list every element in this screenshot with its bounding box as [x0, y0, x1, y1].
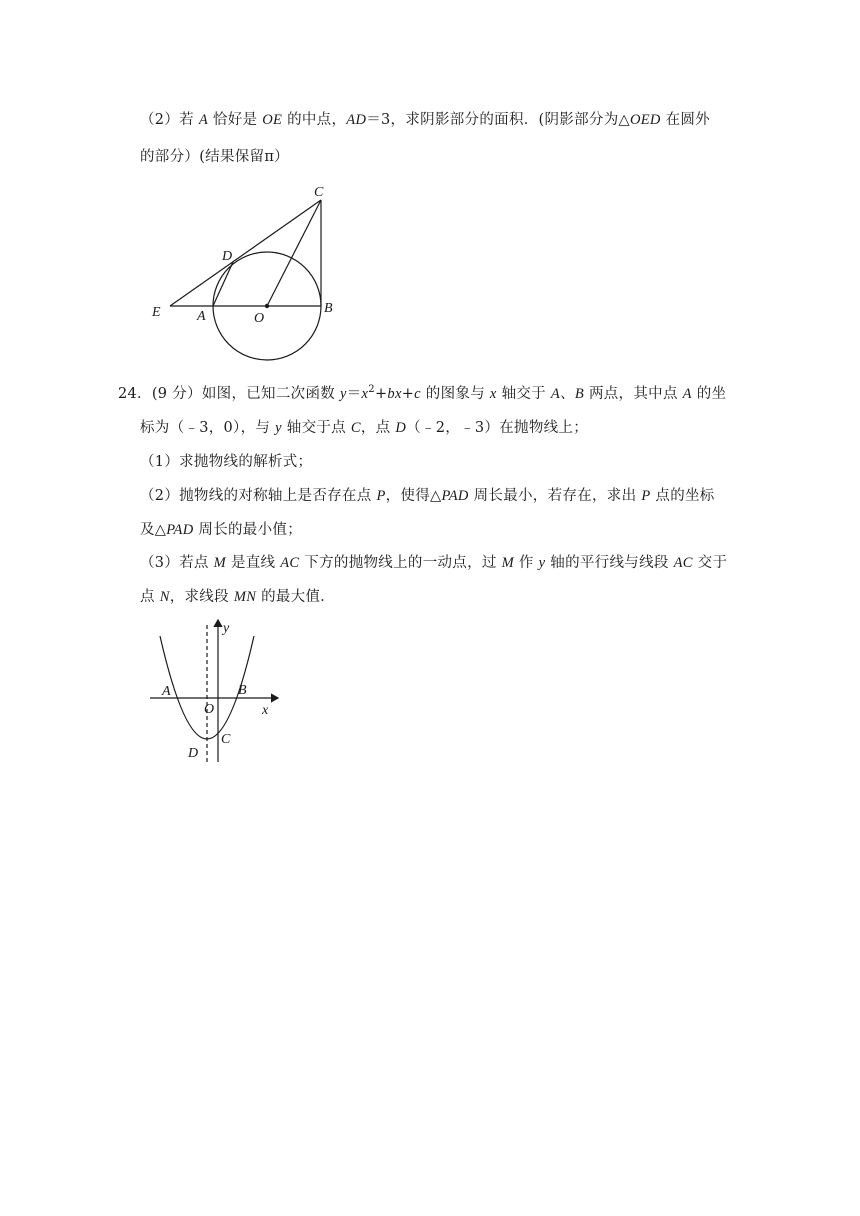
q23-part2-line2: 的部分）(结果保留π） — [140, 149, 289, 165]
var-OE: OE — [262, 112, 283, 128]
var-A: A — [198, 112, 209, 128]
q23-part2-line1: （2）若 A 恰好是 OE 的中点，AD＝3，求阴影部分的面积．(阴影部分为△OED 在圆外 — [140, 112, 710, 128]
label-C2: C — [221, 732, 231, 747]
label-A2: A — [162, 684, 171, 699]
q24-line2: 标为（﹣3，0），与 y 轴交于点 C，点 D（﹣2，﹣3）在抛物线上； — [140, 420, 589, 436]
q24-line1: 24．(9 分）如图，已知二次函数 $y=x^2+bx+c$ 的图象与 x 轴交于 A、B 两点，其中点 A 的坐 — [118, 384, 727, 402]
label-D2: D — [188, 746, 199, 761]
var-OED: OED — [629, 112, 661, 128]
q24-part3-line2: 点 N，求线段 MN 的最大值． — [140, 589, 336, 605]
label-B: B — [324, 301, 333, 316]
q24-part2-line1: （2）抛物线的对称轴上是否存在点 P，使得△PAD 周长最小，若存在，求出 P 点的坐标 — [140, 488, 715, 504]
label-E: E — [152, 305, 161, 320]
var-AD: AD — [346, 112, 367, 128]
q24-part1: （1）求抛物线的解析式； — [140, 454, 313, 470]
label-C: C — [314, 185, 324, 200]
label-O2: O — [204, 702, 215, 717]
label-A: A — [197, 309, 206, 324]
label-O: O — [254, 311, 265, 326]
q24-part3-line1: （3）若点 M 是直线 AC 下方的抛物线上的一动点，过 M 作 y 轴的平行线与线段 AC 交于 — [140, 555, 728, 571]
q24-part2-line2: 及△PAD 周长的最小值； — [140, 522, 302, 538]
label-D: D — [222, 249, 233, 264]
label-x: x — [262, 703, 269, 718]
label-y: y — [223, 621, 230, 636]
label-B2: B — [238, 683, 247, 698]
